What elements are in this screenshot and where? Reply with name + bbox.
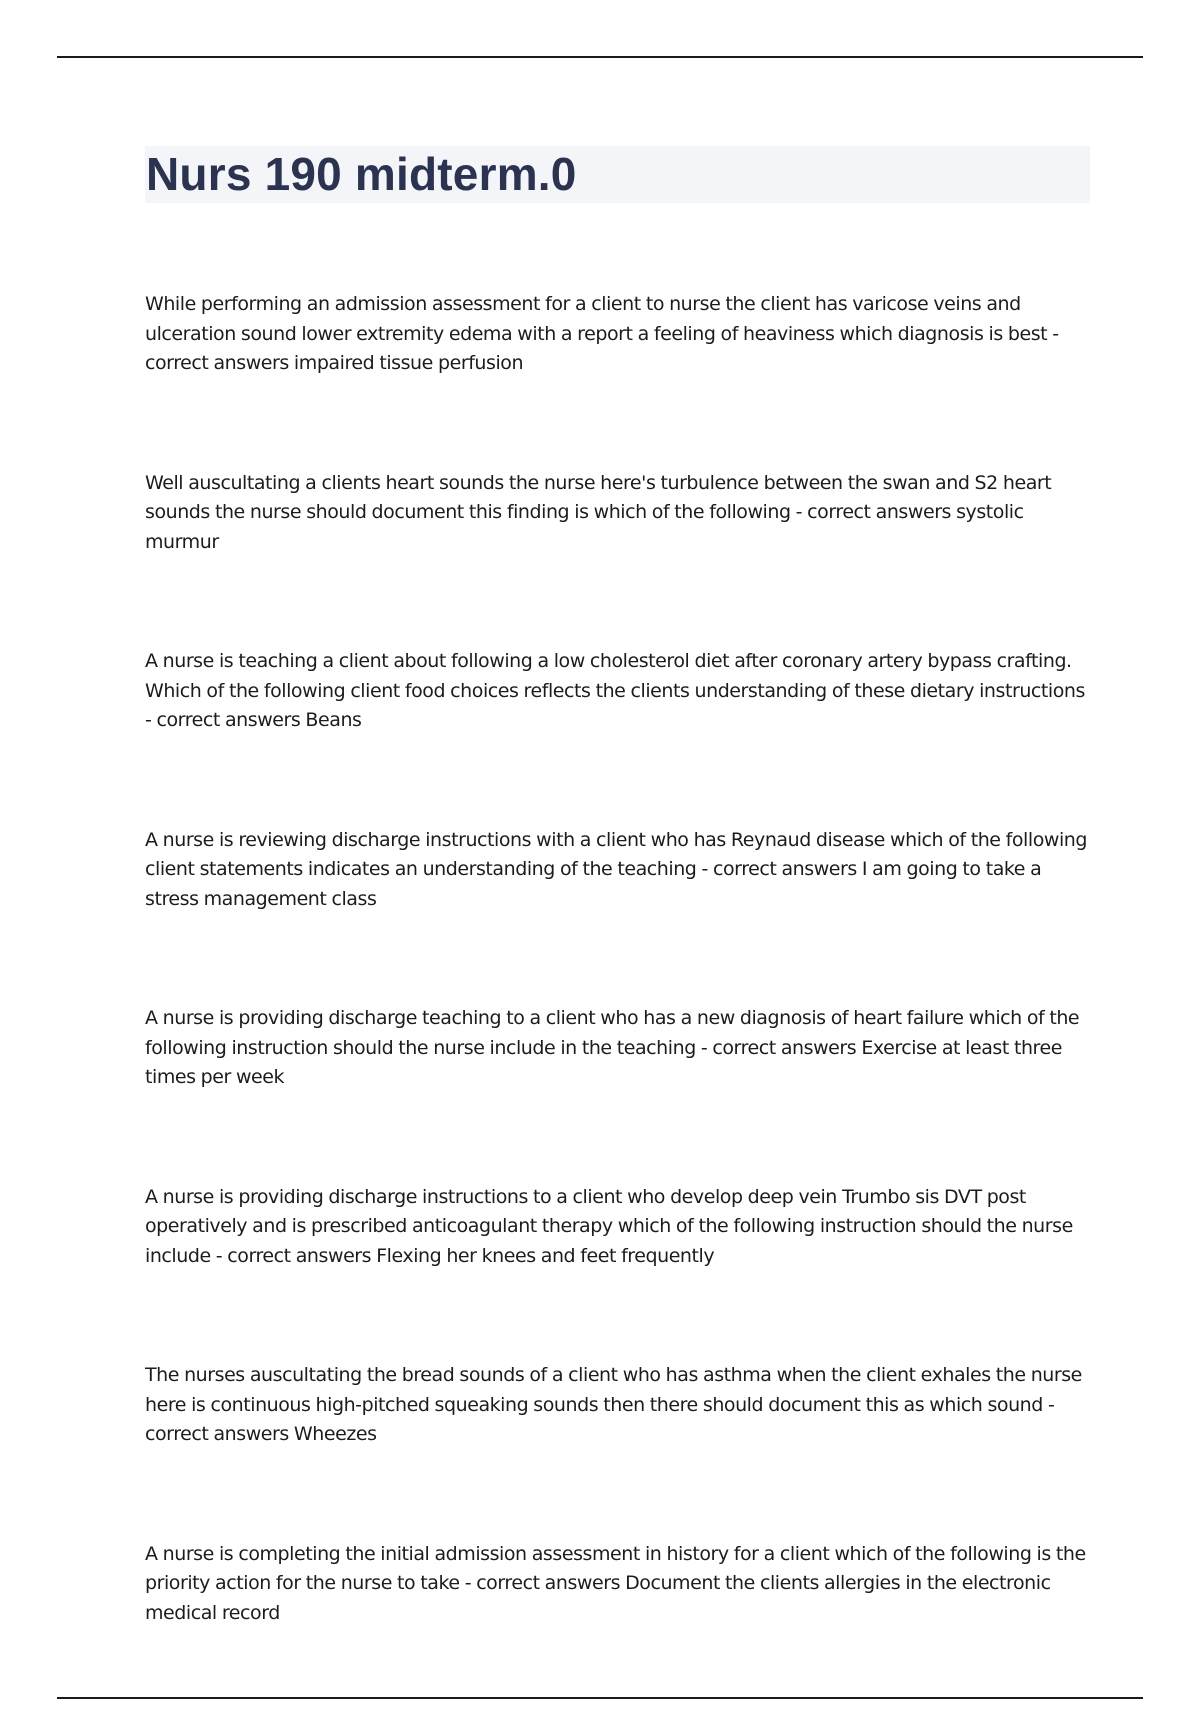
question-list — [145, 290, 1090, 1718]
header-rule — [57, 56, 1143, 58]
page-title: Nurs 190 midterm.0 — [146, 148, 577, 200]
question-item-1: While performing an admission assessment for a client to nurse the client has varicose veins and ulceration sound lower extremity edema with a report a feeling of heaviness which diagnosis is best - correct answers impaired tissue perfusion — [145, 293, 1059, 374]
footer-rule — [57, 1697, 1143, 1699]
question-item-5: A nurse is providing discharge teaching to a client who has a new diagnosis of heart failure which of the following instruction should the nurse include in the teaching - correct answers Exercise at least three times per week — [145, 1007, 1080, 1088]
question-item-8: A nurse is completing the initial admission assessment in history for a client which of the following is the priority action for the nurse to take - correct answers Document the clients allergies in the electronic medical record — [145, 1542, 1086, 1624]
question-item-4: A nurse is reviewing discharge instructions with a client who has Reynaud disease which of the following client statements indicates an understanding of the teaching - correct answers I am going to take a stress management class — [145, 828, 1087, 910]
question-item-7: The nurses auscultating the bread sounds of a client who has asthma when the client exhales the nurse here is continuous high-pitched squeaking sounds then there should document this as which sound - correct answers Wheezes — [145, 1364, 1082, 1445]
question-item-3: A nurse is teaching a client about following a low cholesterol diet after coronary artery bypass crafting. Which of the following client food choices reflects the clients understanding of these dietary instructions - correct answers Beans — [145, 650, 1085, 731]
question-item-2: Well auscultating a clients heart sounds the nurse here's turbulence between the swan and S2 heart sounds the nurse should document this finding is which of the following - correct answers systolic murmur — [145, 471, 1052, 553]
question-item-6: A nurse is providing discharge instructions to a client who develop deep vein Trumbo sis DVT post operatively and is prescribed anticoagulant therapy which of the following instruction should the nurse include - correct answers Flexing her knees and feet frequently — [145, 1185, 1073, 1267]
